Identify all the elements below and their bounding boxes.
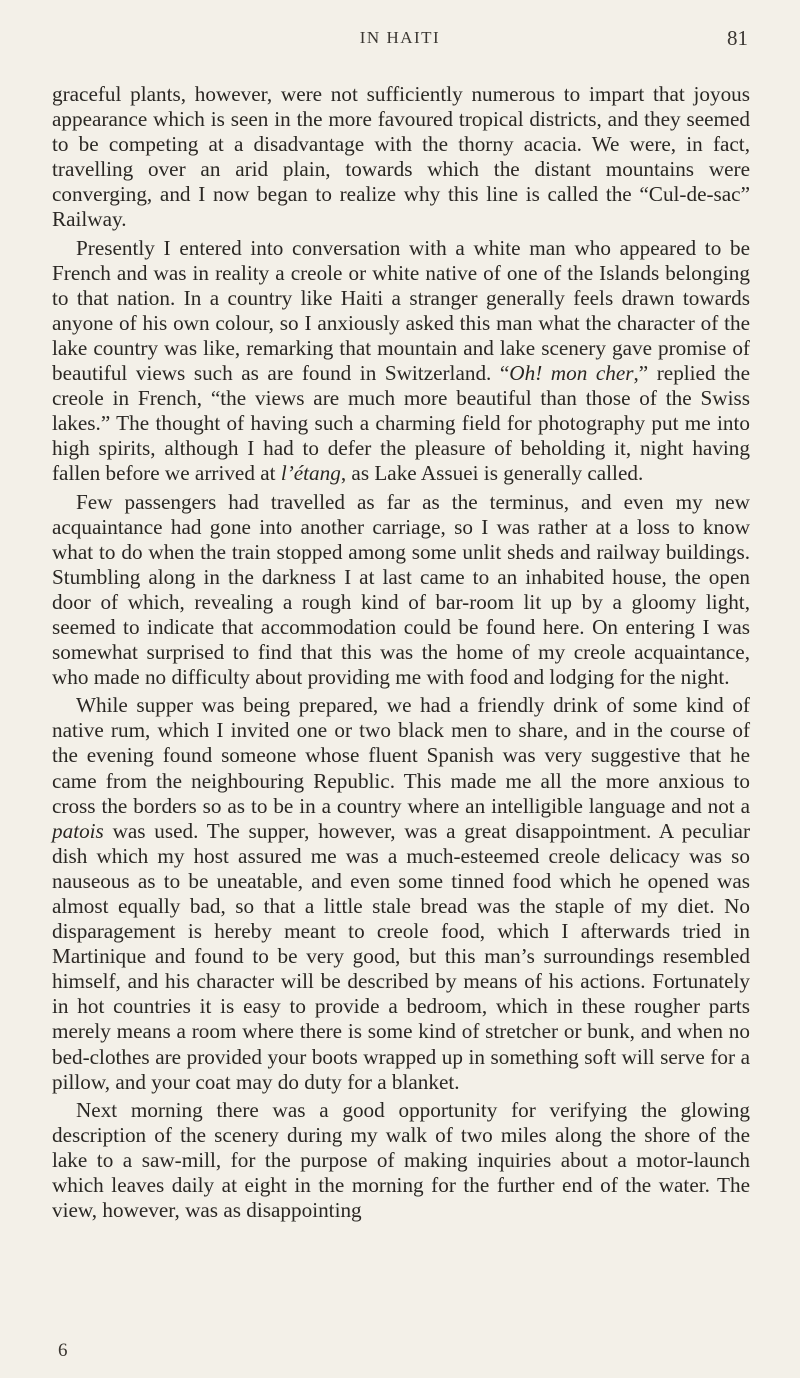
paragraph [52,693,750,1095]
paragraph [52,490,750,691]
paragraph [52,1098,750,1223]
text-run: graceful plants, however, were not sufficiently numerous to impart that joyous appearance which is seen in the more favoured tropical districts, and they seemed to be competing at a disadvantage with the thorny acacia. We were, in fact, travelling over an arid plain, towards which the distant mountains were converging, and I now began to realize why this line is called the “Cul-de-sac” Railway. [52,82,750,232]
text-run: ,” replied the creole in French, “the views are much more beautiful than those of the Swiss lakes.” The thought of having such a charming field for photography put me into high spirits, although I had to defer the pleasure of beholding it, night having fallen before we arrived at [52,361,750,486]
text-run: Few passengers had travelled as far as the terminus, and even my new acquaintance had gone into another carriage, so I was rather at a loss to know what to do when the train stopped among some unlit sheds and railway buildings. Stumbling along in the darkness I at last came to an inhabited house, the open door of which, revealing a rough kind of bar-room lit up by a gloomy light, seemed to indicate that accommodation could be found here. On entering I was somewhat surprised to find that this was the home of my creole acquaintance, who made no difficulty about providing me with food and lodging for the night. [52,489,750,690]
text-run: While supper was being prepared, we had a friendly drink of some kind of native rum, which I invited one or two black men to share, and in the course of the evening found someone whose fluent Spanish was very suggestive that he came from the neighbouring Republic. This made me all the more anxious to cross the borders so as to be in a country where an intelligible language and not a [52,693,750,818]
italic-text: Oh! mon cher [509,361,634,386]
page-number: 81 [727,26,748,50]
text-run: Next morning there was a good opportunity for verifying the glowing description of the scenery during my walk of two miles along the shore of the lake to a saw-mill, for the purpose of making inquiries about a motor-launch which leaves daily at eight in the morning for the further end of the water. The view, however, was as disappointing [52,1097,750,1223]
body-text [52,82,750,1223]
text-run: , as Lake Assuei is generally called. [340,461,644,486]
running-head: IN HAITI [359,28,441,47]
italic-text: patois [52,818,104,843]
paragraph [52,236,750,487]
text-run: Presently I entered into conversation with a white man who appeared to be French and was in reality a creole or white native of one of the Islands belonging to that nation. In a country like Haiti a stranger generally feels drawn towards anyone of his own colour, so I anxiously asked this man what the character of the lake country was like, remarking that mountain and lake scenery gave promise of beautiful views such as are found in Switzerland. “ [52,235,750,386]
signature-mark: 6 [58,1340,68,1361]
page-header [52,20,748,60]
paragraph [52,82,750,233]
text-run: was used. The supper, however, was a great disappointment. A peculiar dish which my host assured me was a much-esteemed creole delicacy was so nauseous as to be uneatable, and even some tinned food which he opened was almost equally bad, so that a little stale bread was the staple of my diet. No disparagement is hereby meant to creole food, which I afterwards tried in Martinique and found to be very good, but this man’s surroundings resembled himself, and his character will be described by means of his actions. Fortunately in hot countries it is easy to provide a bedroom, which in these rougher parts merely means a room where there is some kind of stretcher or bunk, and when no bed-clothes are provided your boots wrapped up in something soft will serve for a pillow, and your coat may do duty for a blanket. [52,818,750,1094]
italic-text: l’étang [280,461,341,486]
